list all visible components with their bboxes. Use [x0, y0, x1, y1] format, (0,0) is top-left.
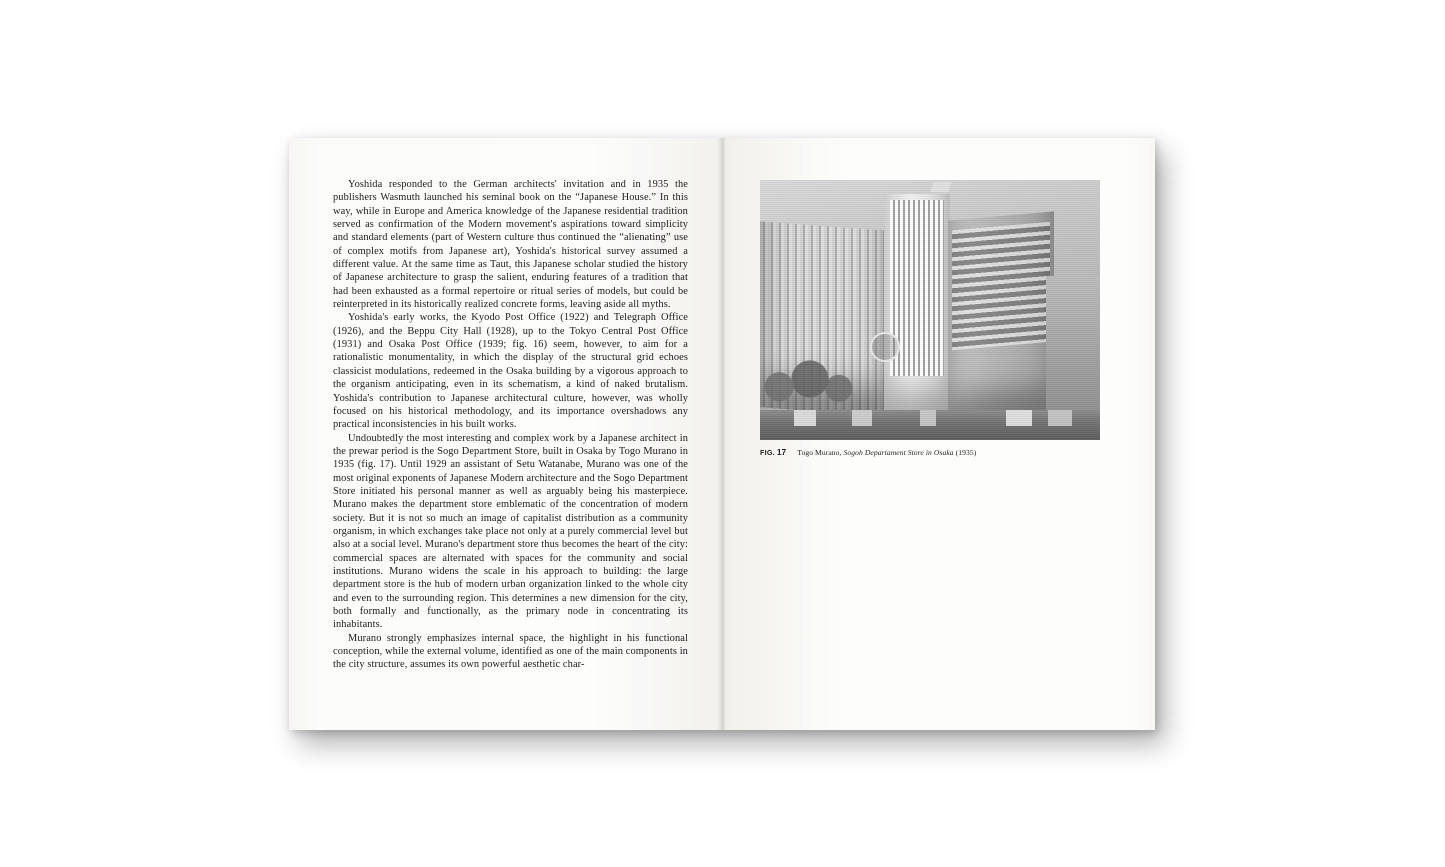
- photo-rooftop-flag: [930, 182, 951, 192]
- figure-caption-title: Sogoh Departament Store in Osaka: [843, 448, 954, 457]
- paragraph: Yoshida's early works, the Kyodo Post Office (1922) and Telegraph Office (1926), and the Beppu City Hall (1928), up to the Tokyo Central Post Office (1931) and Osaka Post Office (1939; fig. 16) seem, however, to aim for a rationalistic monumentality, in which the display of the structural grid echoes classicist modulations, redeemed in the Osaka building by a vigorous approach to the organism anticipating, even in its schematism, a kind of naked brutalism. Yoshida's contribution to Japanese architectural culture, however, was wholly focused on his historical methodology, and its importance overshadows any practical inconsistencies in his built works.: [333, 312, 688, 431]
- figure-caption-plain: Togo Murano,: [797, 448, 842, 457]
- figure-caption-year: (1935): [955, 448, 977, 457]
- photo-facade-roundel: [870, 332, 900, 362]
- figure-caption-text: [797, 448, 976, 457]
- figure-number: 17: [776, 447, 787, 457]
- photo-street-trees: [760, 340, 856, 418]
- figure-label: FIG.: [760, 448, 775, 457]
- photo-building-far: [1046, 276, 1100, 412]
- paragraph: Yoshida responded to the German architects' invitation and in 1935 the publishers Wasmuth launched his seminal book on the “Japanese House.” In this way, while in Europe and America knowledge of the Japanese residential tradition served as confirmation of the Modern movement's aspirations toward simplicity and standard elements (part of Western culture thus continued the “alienating” use of complex motifs from Japanese art), Yoshida's historical survey assumed a different value. At the same time as Taut, this Japanese scholar studied the history of Japanese architecture to grasp the salient, enduring features of a tradition that had been exhausted as a formal repertoire or ritual series of models, but could be reinterpreted in its historically realized concrete forms, leaving aside all myths.: [333, 179, 688, 311]
- photo-building-right-wing: [948, 211, 1054, 418]
- figure-photograph: [760, 180, 1100, 440]
- book-spread: [289, 138, 1155, 730]
- photo-cars: [760, 410, 1100, 426]
- photo-building-tower: [884, 194, 950, 416]
- figure-block: [760, 180, 1100, 457]
- left-page-text-column: [333, 178, 688, 672]
- left-page: [289, 138, 722, 730]
- paragraph: Undoubtedly the most interesting and complex work by a Japanese architect in the prewar period is the Sogo Department Store, built in Osaka by Togo Murano in 1935 (fig. 17). Until 1929 an assistant of Setu Watanabe, Murano was one of the most original exponents of Japanese Modern architecture and the Sogo Department Store initiated his personal manner as well as arguably being his masterpiece. Murano makes the department store emblematic of the concentration of modern society. But it is not so much an image of capitalist distribution as a community organism, in which exchanges take place not only at a purely commercial level but also at a social level. Murano's department store thus becomes the heart of the city: commercial spaces are alternated with spaces for the community and social institutions. Murano widens the scale in his approach to building: the large department store is the hub of modern urban organization linked to the whole city and even to the surrounding region. This determines a new dimension for the city, both formally and functionally, as the primary node in concentrating its inhabitants.: [333, 432, 688, 631]
- figure-caption: [760, 447, 1100, 457]
- paragraph: Murano strongly emphasizes internal space, the highlight in his functional conception, while the external volume, identified as one of the main components in the city structure, assumes its own powerful aesthetic char-: [333, 632, 688, 671]
- right-page: [722, 138, 1155, 730]
